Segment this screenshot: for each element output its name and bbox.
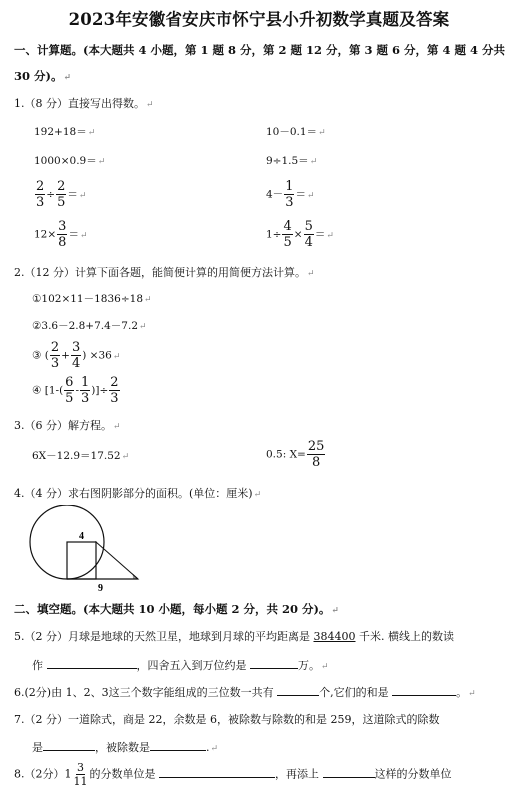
expr-prefix: ③ (	[32, 349, 49, 362]
q1-item-d: 9÷1.5＝↵	[266, 155, 318, 167]
fraction	[64, 376, 74, 405]
expr-prefix: ④ [1-(	[32, 384, 64, 397]
q2-stem-text: 2.（12 分）计算下面各题，能简便计算的用简便方法计算。	[14, 266, 306, 279]
q6-text-mid: 个,它们的和是	[319, 686, 393, 699]
denominator: 3	[110, 391, 119, 406]
q1-item-a: 192+18＝↵	[34, 126, 96, 138]
q6-text-post: 。	[456, 686, 468, 699]
numerator: 2	[50, 340, 60, 355]
numerator: 1	[81, 375, 90, 390]
blank-field[interactable]	[43, 740, 95, 751]
q3-stem-text: 3.（6 分）解方程。	[14, 419, 112, 432]
equals: ＝	[314, 228, 326, 241]
blank-field[interactable]	[392, 685, 456, 696]
q5-line2-post: 万。	[298, 659, 320, 672]
q5-text-post: 千米. 横线上的数读	[355, 630, 454, 643]
numerator: 5	[304, 219, 313, 234]
fraction	[109, 376, 119, 405]
square	[67, 542, 96, 579]
fraction	[35, 180, 45, 209]
fraction	[282, 220, 292, 249]
q1-c-text: 1000×0.9＝	[34, 155, 97, 167]
q1-item-g: 12× $\frac{3}{8}$ ＝↵	[34, 219, 88, 250]
fraction	[56, 180, 66, 209]
q1-b-text: 10－0.1＝	[266, 126, 318, 138]
q8-text-post: 这样的分数单位	[374, 767, 452, 781]
section2-heading: 二、填空题。(本大题共 10 小题，每小题 2 分，共 20 分)。↵	[14, 602, 339, 616]
numerator: 3	[58, 219, 67, 234]
q1-d-text: 9÷1.5＝	[266, 155, 309, 167]
numerator: 4	[283, 219, 292, 234]
blank-field[interactable]	[250, 658, 298, 669]
q8-text-pre: 8.（2分）1	[14, 767, 72, 781]
fraction	[57, 220, 67, 249]
fraction	[73, 762, 89, 787]
denominator: 4	[304, 235, 313, 250]
denominator: 5	[283, 235, 292, 250]
section2-heading-text: 二、填空题。(本大题共 10 小题，每小题 2 分，共 20 分)。	[14, 602, 331, 616]
denominator: 3	[50, 356, 60, 371]
blank-field[interactable]	[159, 767, 275, 778]
denominator: 11	[73, 775, 88, 788]
q4-stem-text: 4.（4 分）求右图阴影部分的面积。(单位：厘米)	[14, 487, 253, 500]
equals: ＝	[67, 188, 78, 201]
expr-prefix: 4－	[266, 188, 284, 201]
equals: ＝	[295, 188, 306, 201]
q5-distance-number: 384400	[313, 630, 356, 643]
denominator: 8	[58, 235, 67, 250]
q2-item-1: ①102×11－1836÷18↵	[32, 293, 152, 305]
fraction	[80, 376, 90, 405]
denominator: 8	[311, 455, 321, 470]
section1-heading: 一、计算题。(本大题共 4 小题，第 1 题 8 分，第 2 题 12 分，第 3 题 6 分，第 4 题 4 分共	[14, 43, 506, 57]
expr-middle: )]÷	[91, 384, 109, 397]
q1-item-e: $\frac{2}{3}$ ÷ $\frac{2}{5}$ ＝↵	[36, 179, 87, 210]
q1-stem: 1.（8 分）直接写出得数。↵	[14, 97, 154, 110]
operator: +	[61, 349, 70, 362]
expr-prefix: 12×	[34, 228, 57, 241]
fraction	[304, 220, 314, 249]
q5-line1	[14, 628, 454, 644]
q1-item-f: 4－ $\frac{1}{3}$ ＝↵	[266, 179, 315, 210]
q5-text-pre: 5.（2 分）月球是地球的天然卫星，地球到月球的平均距离是	[14, 630, 314, 643]
page-title: 2023年安徽省安庆市怀宁县小升初数学真题及答案	[68, 10, 450, 29]
q1-stem-text: 1.（8 分）直接写出得数。	[14, 97, 145, 110]
q6-text-pre: 6.(2分)由 1、2、3这三个数字能组成的三位数一共有	[14, 686, 278, 699]
q5-line2-mid: ，四舍五入到万位约是	[136, 659, 250, 672]
fraction	[71, 341, 81, 370]
denominator: 3	[285, 195, 294, 210]
q1-item-h: 1÷ $\frac{4}{5}$ × $\frac{5}{4}$ ＝↵	[266, 219, 334, 250]
q8-text-mid1: 的分数单位是	[89, 767, 159, 781]
expr-prefix: 1÷	[266, 228, 282, 241]
section1-heading-cont: 30 分)。↵	[14, 69, 71, 83]
numerator: 2	[110, 375, 119, 390]
q1-a-text: 192+18＝	[34, 126, 87, 138]
numerator: 2	[57, 179, 66, 194]
fraction	[50, 341, 60, 370]
q7-line2-mid: ，被除数是	[95, 741, 150, 754]
section1-heading-line2: 30 分)。	[14, 69, 63, 83]
denominator: 3	[81, 391, 90, 406]
q2-stem: 2.（12 分）计算下面各题，能简便计算的用简便方法计算。↵	[14, 266, 315, 279]
label-9: 9	[98, 583, 103, 594]
blank-field[interactable]	[150, 740, 206, 751]
operator: ×	[293, 228, 303, 241]
q1-item-b: 10－0.1＝↵	[266, 126, 326, 138]
fraction	[284, 180, 294, 209]
label-4: 4	[79, 531, 84, 542]
q3-stem: 3.（6 分）解方程。↵	[14, 419, 121, 432]
denominator: 4	[71, 356, 81, 371]
q2-i1-text: ①102×11－1836÷18	[32, 293, 143, 305]
operator: ÷	[46, 188, 56, 201]
equals: ＝	[68, 228, 79, 241]
q2-item-4	[32, 376, 121, 405]
q1-item-c: 1000×0.9＝↵	[34, 155, 106, 167]
q5-line2-pre: 作	[32, 659, 47, 672]
denominator: 5	[57, 195, 66, 210]
q2-item-3: ③ ( $\frac{2}{3}$ + $\frac{3}{4}$ ) ×36↵	[32, 340, 121, 371]
denominator: 5	[65, 391, 74, 406]
q2-item-2: ②3.6－2.8+7.4－7.2↵	[32, 320, 147, 332]
denominator: 3	[36, 195, 45, 210]
fraction	[307, 440, 326, 469]
q2-i2-text: ②3.6－2.8+7.4－7.2	[32, 320, 139, 332]
blank-field[interactable]	[47, 658, 137, 669]
numerator: 3	[77, 761, 84, 774]
q6-line: 6.(2分)由 1、2、3这三个数字能组成的三位数一共有 个,它们的和是 。↵	[14, 686, 476, 699]
expr-suffix: ) ×36	[82, 349, 112, 362]
q5-line2: 作 ，四舍五入到万位约是 万。↵	[32, 659, 329, 672]
blank-field[interactable]	[323, 767, 375, 778]
numerator: 25	[307, 439, 325, 454]
q3-e1-text: 6X－12.9＝17.52	[32, 450, 121, 462]
q8-text-mid2: ，再添上	[275, 767, 323, 781]
operator: -	[75, 384, 80, 397]
expr-prefix: 0.5: X=	[266, 448, 306, 461]
numerator: 3	[71, 340, 81, 355]
numerator: 6	[65, 375, 74, 390]
q3-equation-2	[266, 440, 326, 469]
q7-line2: 是 ，被除数是 .↵	[32, 741, 219, 754]
q3-equation-1: 6X－12.9＝17.52↵	[32, 450, 130, 462]
q7-line2-pre: 是	[32, 741, 43, 754]
blank-field[interactable]	[277, 685, 319, 696]
numerator: 1	[285, 179, 294, 194]
shaded-area-figure	[28, 505, 148, 595]
q7-line1: 7.（2 分）一道除式，商是 22，余数是 6，被除数与除数的和是 259，这道除式的除数	[14, 713, 440, 726]
q4-stem: 4.（4 分）求右图阴影部分的面积。(单位：厘米)↵	[14, 487, 262, 500]
numerator: 2	[36, 179, 45, 194]
q7-line2-post: .	[206, 741, 210, 754]
q8-line	[14, 762, 452, 787]
